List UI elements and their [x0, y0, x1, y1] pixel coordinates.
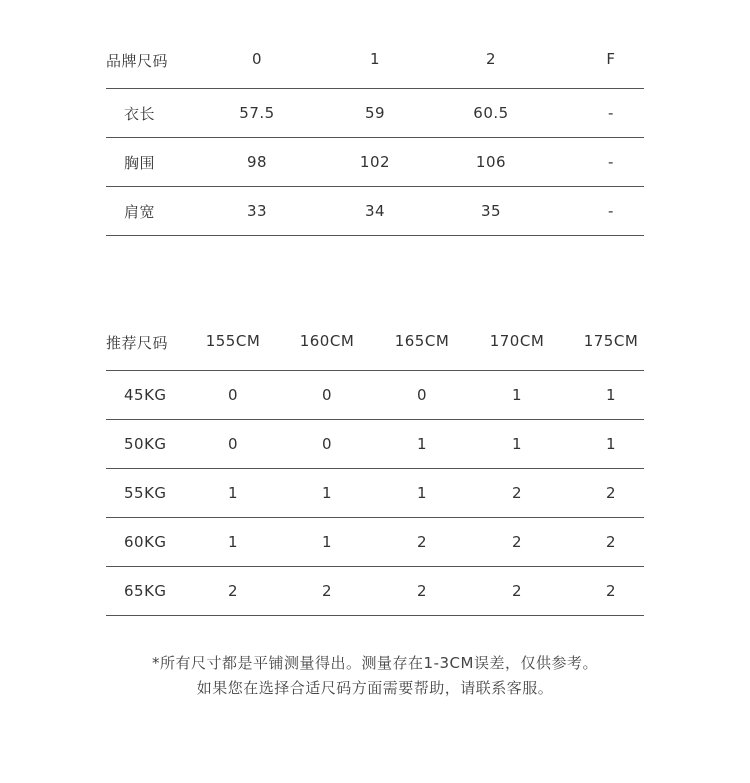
- table-row: [106, 420, 644, 469]
- table-cell: 1: [605, 435, 617, 453]
- table-cell: -: [608, 202, 614, 220]
- table-cell: 2: [416, 582, 428, 600]
- table-cell: 2: [227, 582, 239, 600]
- table-cell: 102: [359, 153, 391, 171]
- table-cell: 0: [321, 386, 333, 404]
- table-row: [106, 518, 644, 567]
- row-label: 50KG: [124, 435, 167, 453]
- table-cell: 2: [511, 533, 523, 551]
- table-cell: 1: [511, 386, 523, 404]
- table-row: [106, 187, 644, 236]
- table-cell: 2: [511, 484, 523, 502]
- table-cell: 1: [321, 484, 333, 502]
- table-cell: 60.5: [473, 104, 509, 122]
- table-cell: 1: [416, 484, 428, 502]
- header-cell: 2: [485, 50, 497, 68]
- header-cell-brand-size: 品牌尺码: [106, 52, 169, 70]
- table-row: [106, 89, 644, 138]
- table-cell: 2: [605, 533, 617, 551]
- table-cell: 2: [416, 533, 428, 551]
- table-cell: 0: [227, 386, 239, 404]
- table-cell: 2: [605, 582, 617, 600]
- table-row: [106, 567, 644, 616]
- size-measurement-table: [106, 50, 644, 236]
- header-cell: 0: [251, 50, 263, 68]
- header-cell-recommend-size: 推荐尺码: [106, 334, 169, 352]
- row-label: 65KG: [124, 582, 167, 600]
- table-cell: 98: [246, 153, 268, 171]
- table-cell: 57.5: [239, 104, 275, 122]
- table-cell: -: [608, 153, 614, 171]
- table-cell: 2: [605, 484, 617, 502]
- table-cell: 1: [416, 435, 428, 453]
- table-cell: 1: [227, 533, 239, 551]
- table-cell: 0: [321, 435, 333, 453]
- table-cell: 33: [246, 202, 268, 220]
- help-contact-note: 如果您在选择合适尺码方面需要帮助，请联系客服。: [196, 679, 554, 697]
- table-cell: 1: [605, 386, 617, 404]
- table-cell: 1: [321, 533, 333, 551]
- row-label: 衣长: [124, 104, 156, 123]
- table-cell: 59: [364, 104, 386, 122]
- row-label: 60KG: [124, 533, 167, 551]
- header-cell: 160CM: [299, 332, 355, 350]
- table-cell: 106: [475, 153, 507, 171]
- size-table-header: [106, 50, 644, 89]
- table-cell: 34: [364, 202, 386, 220]
- row-label: 55KG: [124, 484, 167, 502]
- table-cell: 2: [511, 582, 523, 600]
- table-cell: 1: [227, 484, 239, 502]
- row-label: 胸围: [124, 153, 156, 172]
- table-cell: 1: [511, 435, 523, 453]
- row-label: 肩宽: [124, 202, 156, 221]
- size-recommendation-table: [106, 332, 644, 616]
- table-row: [106, 138, 644, 187]
- table-cell: 0: [416, 386, 428, 404]
- header-cell: 1: [369, 50, 381, 68]
- header-cell: 170CM: [489, 332, 545, 350]
- recommend-table-header: [106, 332, 644, 371]
- header-cell: 165CM: [394, 332, 450, 350]
- table-cell: 2: [321, 582, 333, 600]
- table-row: [106, 371, 644, 420]
- row-label: 45KG: [124, 386, 167, 404]
- table-row: [106, 469, 644, 518]
- header-cell: F: [606, 50, 616, 68]
- table-cell: 0: [227, 435, 239, 453]
- measurement-disclaimer: *所有尺寸都是平铺测量得出。测量存在1-3CM误差，仅供参考。: [152, 654, 598, 672]
- header-cell: 155CM: [205, 332, 261, 350]
- table-cell: -: [608, 104, 614, 122]
- header-cell: 175CM: [583, 332, 639, 350]
- table-cell: 35: [480, 202, 502, 220]
